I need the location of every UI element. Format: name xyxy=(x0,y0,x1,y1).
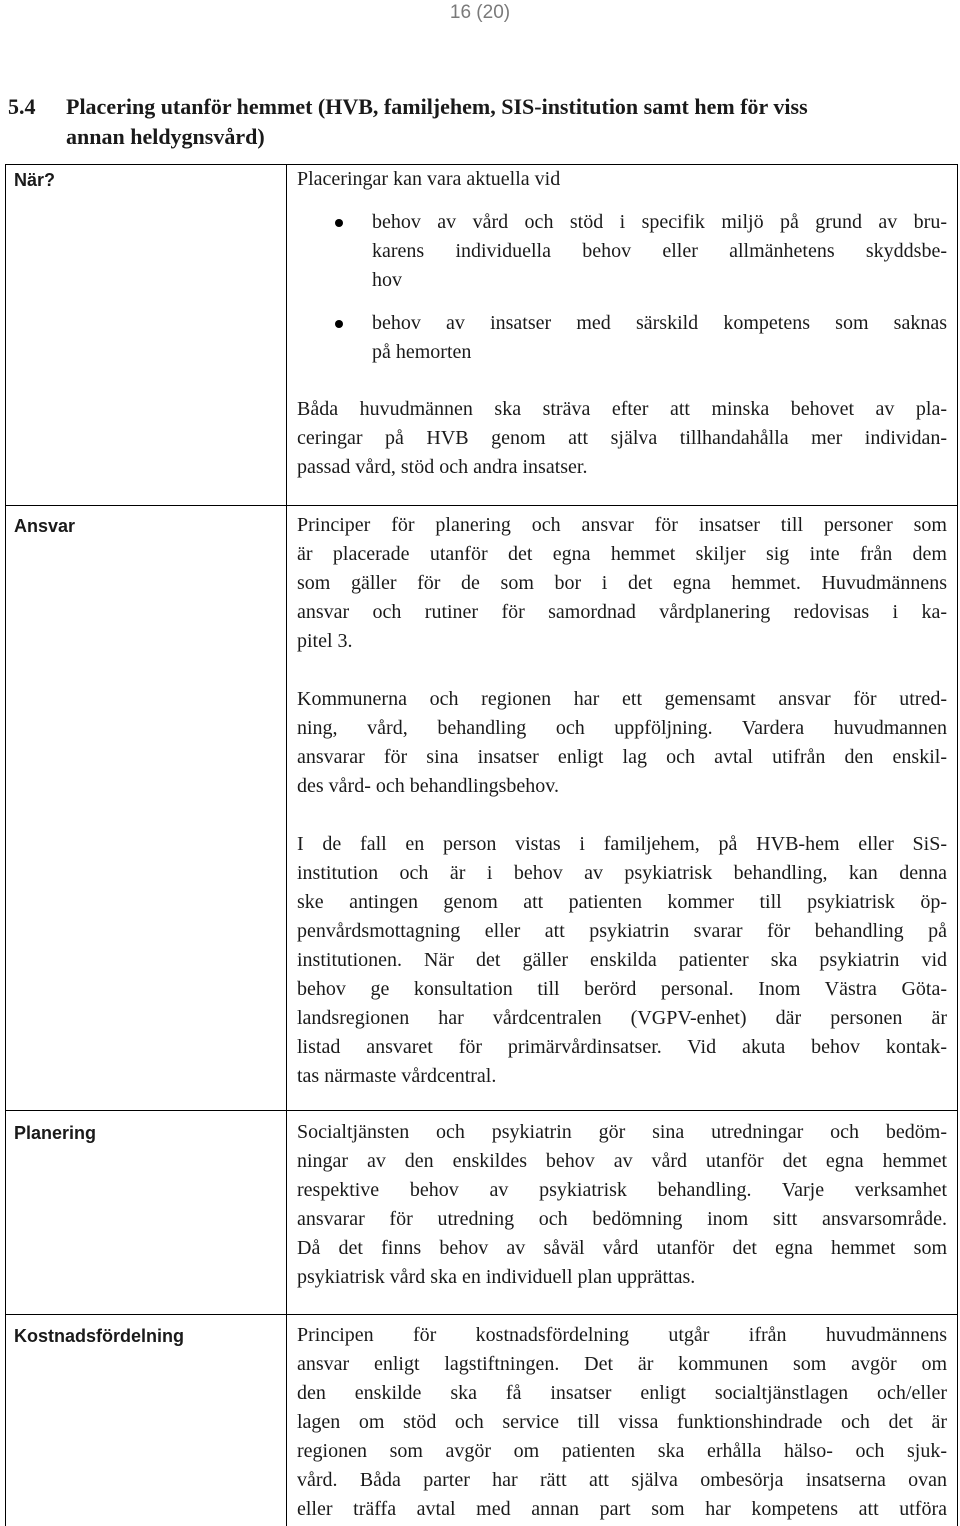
list-item xyxy=(297,309,947,367)
text-line: passad vård, stöd och andra insatser. xyxy=(297,456,588,478)
text-line: Båda huvudmännen ska sträva efter att minska behovet av pla- xyxy=(297,398,947,420)
text-line: Principer för planering och ansvar för insatser till personer som xyxy=(297,514,947,536)
row-label-nar: När? xyxy=(14,170,56,190)
list-item xyxy=(297,208,947,295)
bullet-icon xyxy=(335,219,343,227)
text-line: landsregionen har vårdcentralen (VGPV-enhet) där personen är xyxy=(297,1007,947,1029)
row-divider xyxy=(5,505,958,506)
section-heading xyxy=(8,92,958,152)
text-line: ansvarar för utredning och bedömning inom sitt ansvarsområde. xyxy=(297,1208,947,1230)
page-number: 16 (20) xyxy=(449,2,511,23)
nar-paragraph xyxy=(297,395,947,482)
cell-ansvar xyxy=(297,511,947,1091)
text-line: I de fall en person vistas i familjehem, på HVB-hem eller SiS- xyxy=(297,833,947,855)
cell-nar xyxy=(297,165,947,482)
section-number: 5.4 xyxy=(8,94,36,119)
row-label-planering: Planering xyxy=(14,1123,97,1143)
row-divider xyxy=(5,1110,958,1111)
planering-paragraph xyxy=(297,1118,947,1292)
text-line: eller träffa avtal med annan part som har kompetens att utföra xyxy=(297,1498,947,1520)
text-line: behov av insatser med särskild kompetens som saknas xyxy=(372,312,947,334)
text-line: ansvar enligt lagstiftningen. Det är kommunen som avgör om xyxy=(297,1353,947,1375)
cell-kostnadsfordelning xyxy=(297,1321,947,1524)
text-line: ansvarar för sina insatser enligt lag och avtal utifrån den enskil- xyxy=(297,746,947,768)
ansvar-paragraph-2 xyxy=(297,685,947,801)
text-line: hov xyxy=(372,269,402,291)
text-line: ske antingen genom att patienten kommer till psykiatrisk öp- xyxy=(297,891,947,913)
text-line: är placerade utanför det egna hemmet skiljer sig inte från dem xyxy=(297,543,947,565)
text-line: tas närmaste vårdcentral. xyxy=(297,1065,497,1087)
text-line: institution och är i behov av psykiatrisk behandling, kan denna xyxy=(297,862,947,884)
text-line: respektive behov av psykiatrisk behandling. Varje verksamhet xyxy=(297,1179,947,1201)
bullet-icon xyxy=(335,320,343,328)
text-line: regionen som avgör om patienten ska erhålla hälso- och sjuk- xyxy=(297,1440,947,1462)
text-line: pitel 3. xyxy=(297,630,353,652)
text-line: ceringar på HVB genom att själva tillhandahålla mer individan- xyxy=(297,427,947,449)
text-line: Då det finns behov av såväl vård utanför det egna hemmet som xyxy=(297,1237,947,1259)
text-line: psykiatrisk vård ska en individuell plan upprättas. xyxy=(297,1266,696,1288)
row-label-ansvar: Ansvar xyxy=(14,516,76,536)
text-line: behov ge konsultation till berörd personal. Inom Västra Göta- xyxy=(297,978,947,1000)
text-line: Socialtjänsten och psykiatrin gör sina utredningar och bedöm- xyxy=(297,1121,947,1143)
column-divider xyxy=(286,164,287,1526)
cell-planering xyxy=(297,1118,947,1292)
text-line: karens individuella behov eller allmänhetens skyddsbe- xyxy=(372,240,947,262)
text-line: den enskilde ska få insatser enligt socialtjänstlagen och/eller xyxy=(297,1382,947,1404)
text-line: lagen om stöd och service till vissa funktionshindrade och det är xyxy=(297,1411,947,1433)
text-line: des vård- och behandlingsbehov. xyxy=(297,775,559,797)
section-title-line2: annan heldygnsvård) xyxy=(66,124,265,149)
kostnad-paragraph xyxy=(297,1321,947,1524)
text-line: institutionen. När det gäller enskilda patienter ska psykiatrin vid xyxy=(297,949,947,971)
text-line: Principen för kostnadsfördelning utgår ifrån huvudmännens xyxy=(297,1324,947,1346)
text-line: Kommunerna och regionen har ett gemensamt ansvar för utred- xyxy=(297,688,947,710)
nar-intro: Placeringar kan vara aktuella vid xyxy=(297,168,561,190)
section-title-line1: Placering utanför hemmet (HVB, familjehem, SIS-institution samt hem för viss xyxy=(66,94,808,119)
text-line: som gäller för de som bor i det egna hemmet. Huvudmännens xyxy=(297,572,947,594)
text-line: ansvar och rutiner för samordnad vårdplanering redovisas i ka- xyxy=(297,601,947,623)
text-line: ningar av den enskildes behov av vård utanför det egna hemmet xyxy=(297,1150,947,1172)
text-line: penvårdsmottagning eller att psykiatrin svarar för behandling på xyxy=(297,920,947,942)
ansvar-paragraph-1 xyxy=(297,511,947,656)
text-line: behov av vård och stöd i specifik miljö på grund av bru- xyxy=(372,211,947,233)
text-line: ning, vård, behandling och uppföljning. Vardera huvudmannen xyxy=(297,717,947,739)
row-label-kostnadsfordelning: Kostnadsfördelning xyxy=(14,1326,184,1346)
nar-bullet-list xyxy=(297,208,947,367)
ansvar-paragraph-3 xyxy=(297,830,947,1091)
text-line: listad ansvaret för primärvårdinsatser. Vid akuta behov kontak- xyxy=(297,1036,947,1058)
row-divider xyxy=(5,1314,958,1315)
text-line: på hemorten xyxy=(372,341,472,363)
text-line: vård. Båda parter har rätt att själva ombesörja insatserna ovan xyxy=(297,1469,947,1491)
